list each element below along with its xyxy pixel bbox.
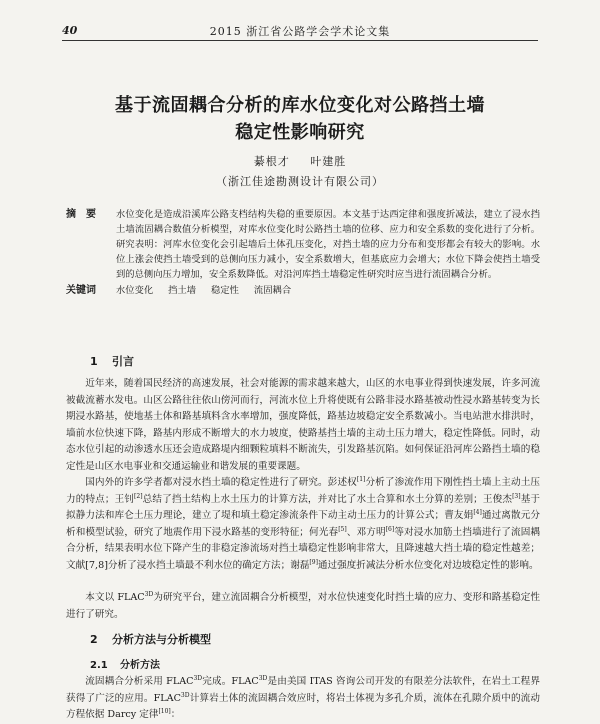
section-number: 2 <box>90 633 98 646</box>
title-line-1: 基于流固耦合分析的库水位变化对公路挡土墙 <box>115 95 485 116</box>
section-heading-2 <box>90 631 211 647</box>
citation: [6] <box>385 525 395 533</box>
abstract-label: 摘 要 <box>66 209 96 220</box>
citation: [1] <box>356 475 366 483</box>
citation: [5] <box>338 525 347 533</box>
subsection-number: 2.1 <box>90 660 108 671</box>
citation: [3] <box>512 492 521 500</box>
keyword: 挡土墙 <box>168 285 197 296</box>
keywords-row <box>66 283 540 298</box>
citation: [9] <box>309 558 318 566</box>
title-line-2: 稳定性影响研究 <box>235 122 365 143</box>
keywords-list <box>116 283 303 298</box>
running-header <box>62 22 538 41</box>
section-title: 引言 <box>112 355 134 368</box>
author-list <box>0 153 600 169</box>
citation: [10] <box>158 708 171 715</box>
keyword: 流固耦合 <box>253 285 292 296</box>
page-number: 40 <box>62 24 78 37</box>
abstract-section <box>66 207 540 298</box>
intro-paragraph-2: 国内外的许多学者都对浸水挡土墙的稳定性进行了研究。彭述权[1]分析了渗流作用下刚性挡土墙上主动土压力的特点；王钊[2]总结了挡土结构上水土压力的计算方法，并对比了水土合算和水土分算的差别；王俊杰[3]基于拟静力法和库仑土压力理论，建立了堤和填土稳定渗流条件下动主动土压力的计算公式；曹友娟[4]通过离散元分析和模型试验，研究了地震作用下浸水路基的变形特征；何光春[5]、邓方明[6]等对浸水加筋土挡墙进行了流固耦合分析，结果表明水位下降产生的非稳定渗流场对挡土墙稳定性影响非常大，且降速越大挡土墙的稳定性越差；文献[7,8]分析了浸水挡土墙最不利水位的确定方法；谢磊[9]通过强度折减法分析水位变化对边坡稳定性的影响。 <box>66 475 541 571</box>
keyword: 稳定性 <box>211 285 239 296</box>
journal-title: 2015 浙江省公路学会学术论文集 <box>209 25 391 38</box>
abstract-text: 水位变化是造成沿溪库公路支档结构失稳的重要原因。本文基于达西定律和强度折减法，建立了浸水挡土墙流固耦合数值分析模型，对库水位变化时公路挡土墙的位移、应力和安全系数的变化进行了分析。研究表明：河库水位变化会引起墙后土体孔压变化，对挡土墙的应力分布和变形都会有较大的影响。水位上涨会使挡土墙受到的总侧向压力减小，安全系数增大，但基底应力会增大；水位下降会使挡土墙受到的总侧向压力增加，安全系数降低。对沿河库挡土墙稳定性研究时应当进行流固耦合分析。 <box>116 209 540 280</box>
keywords-label: 关键词 <box>66 285 96 296</box>
author-name: 叶建胜 <box>310 155 347 168</box>
subsection-title: 分析方法 <box>120 660 160 671</box>
intro-paragraph-1: 近年来，随着国民经济的高速发展，社会对能源的需求越来越大，山区的水电事业得到快速发展，许多河流被截流蓄水发电。山区公路往往依山傍河而行，河流水位上升将使既有公路非浸水路基被动性浸水路基转变为长期浸水路基，使地基土体和路基填料含水率增加，强度降低，路基边坡稳定安全系数减小。当电站泄水排洪时，墙前水位快速下降，路基内形成不断增大的水力坡度，使路基挡土墙的主动土压力增大，稳定性降低。同时，动态水位引起的动渗透水压还会造成路堤内细颗粒填料不断流失，引发路基沉陷。如何保证沿河库公路挡土墙的稳定性是山区水电事业和交通运输业和谐发展的重要课题。 <box>66 378 540 472</box>
author-name: 綦根才 <box>253 155 290 168</box>
keyword: 水位变化 <box>116 285 154 296</box>
citation: [2] <box>134 492 143 500</box>
section-heading-1 <box>90 353 134 369</box>
method-paragraph: 流固耦合分析采用 $FLAC^{3D}$完成。$FLAC^{3D}$是由美国 ITAS 咨询公司开发的有限差分法软件，在岩土工程界获得了广泛的应用。$FLAC^{3D}$计算岩土体的流固耦合效应时，将岩土体视为多孔介质，流体在孔隙介质中的流动方程依据 Darcy 定律[10]： <box>66 674 541 721</box>
paper-title <box>60 92 540 146</box>
section-number: 1 <box>90 355 98 368</box>
citation: [4] <box>473 509 482 516</box>
intro-paragraph-3: 本文以 $FLAC^{3D}$为研究平台，建立流固耦合分析模型，对水位快速变化时挡土墙的应力、变形和路基稳定性进行了研究。 <box>66 590 540 620</box>
section-title: 分析方法与分析模型 <box>112 633 211 646</box>
affiliation: （浙江佳途勘测设计有限公司） <box>216 175 384 188</box>
subsection-heading <box>90 656 160 671</box>
